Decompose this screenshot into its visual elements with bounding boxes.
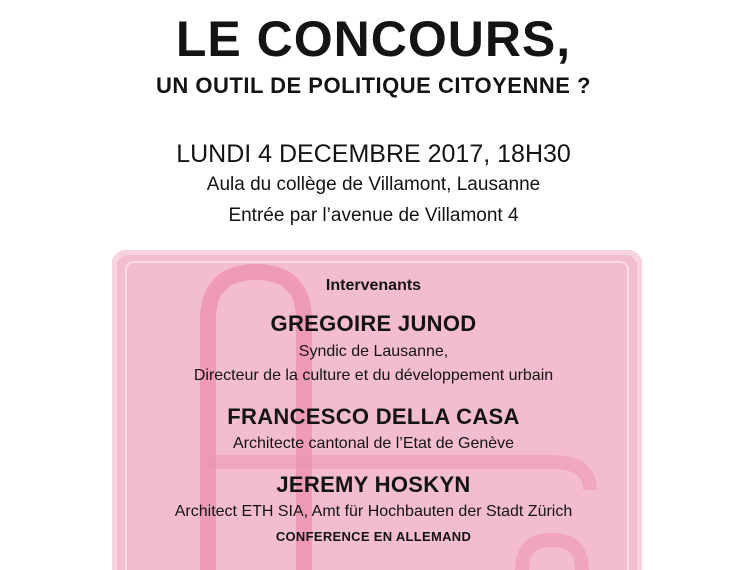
event-venue: Aula du collège de Villamont, Lausanne <box>206 174 541 195</box>
speaker-role: Architecte cantonal de l’Etat de Genève <box>232 435 515 452</box>
speaker-name: FRANCESCO DELLA CASA <box>227 404 520 429</box>
speaker-note: CONFERENCE EN ALLEMAND <box>275 529 472 544</box>
speaker-role: Directeur de la culture et du développement urbain <box>193 367 554 384</box>
event-title: LE CONCOURS, <box>175 11 572 67</box>
speakers-label: Intervenants <box>325 277 422 294</box>
speaker-role: Syndic de Lausanne, <box>298 343 449 360</box>
speaker-name: JEREMY HOSKYN <box>276 472 471 497</box>
event-subtitle: UN OUTIL DE POLITIQUE CITOYENNE ? <box>156 73 591 98</box>
speaker-name: GREGOIRE JUNOD <box>270 311 477 336</box>
event-date-time: LUNDI 4 DECEMBRE 2017, 18H30 <box>176 140 571 168</box>
speaker-role: Architect ETH SIA, Amt für Hochbauten der Stadt Zürich <box>174 503 573 520</box>
event-access: Entrée par l’avenue de Villamont 4 <box>228 205 519 226</box>
